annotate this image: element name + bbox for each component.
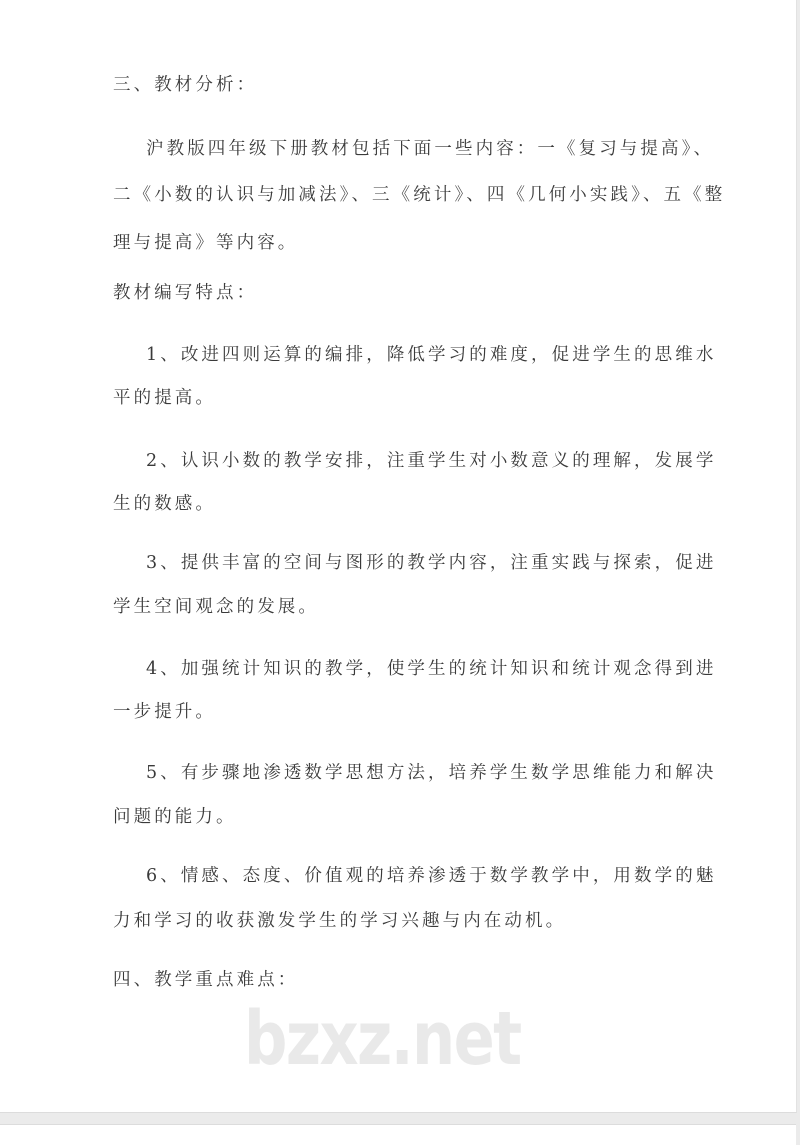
paragraph-line: 二《小数的认识与加减法》、三《统计》、四《几何小实践》、五《整: [113, 185, 726, 205]
section-heading: 四、教学重点难点：: [113, 970, 299, 990]
list-item-line: 问题的能力。: [113, 807, 237, 827]
list-item-line: 5、有步骤地渗透数学思想方法，培养学生数学思维能力和解决: [146, 763, 717, 783]
list-item-line: 3、提供丰富的空间与图形的教学内容，注重实践与探索，促进: [146, 553, 717, 573]
list-item-line: 平的提高。: [113, 388, 216, 408]
list-item-line: 2、认识小数的教学安排，注重学生对小数意义的理解，发展学: [146, 451, 717, 471]
list-item-line: 生的数感。: [113, 494, 216, 514]
list-item-line: 学生空间观念的发展。: [113, 597, 319, 617]
list-item-line: 1、改进四则运算的编排，降低学习的难度，促进学生的思维水: [146, 345, 717, 365]
subheading: 教材编写特点：: [113, 283, 258, 303]
list-item-line: 力和学习的收获激发学生的学习兴趣与内在动机。: [113, 911, 567, 931]
paragraph-line: 沪教版四年级下册教材包括下面一些内容：一《复习与提高》、: [146, 139, 715, 159]
list-item-line: 6、情感、态度、价值观的培养渗透于数学教学中，用数学的魅: [146, 866, 717, 886]
list-item-line: 一步提升。: [113, 702, 216, 722]
paragraph-line: 理与提高》等内容。: [113, 233, 299, 253]
section-heading: 三、教材分析：: [113, 75, 258, 95]
list-item-line: 4、加强统计知识的教学，使学生的统计知识和统计观念得到进: [146, 659, 717, 679]
next-page-edge: [0, 1124, 796, 1145]
watermark: bzxz.net: [244, 996, 521, 1082]
